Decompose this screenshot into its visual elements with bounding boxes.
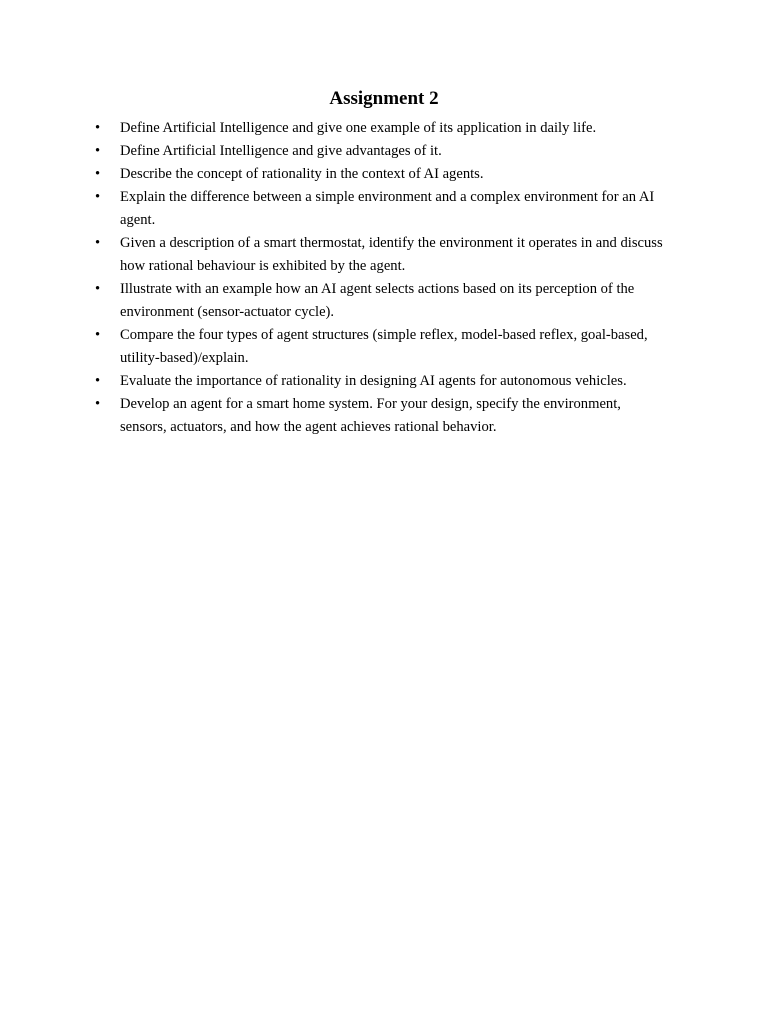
page-title: Assignment 2 [329, 88, 439, 109]
list-item [95, 140, 665, 163]
bullet-icon: • [95, 143, 101, 159]
list-item [95, 163, 665, 186]
question-text: Define Artificial Intelligence and give advantages of it. [120, 143, 442, 159]
bullet-icon: • [95, 166, 101, 182]
bullet-icon: • [95, 327, 101, 343]
bullet-icon: • [95, 281, 101, 297]
bullet-icon: • [95, 189, 101, 205]
question-text: Explain the difference between a simple environment and a complex environment for an AI agent. [120, 189, 655, 228]
question-list [95, 117, 665, 439]
question-text: Define Artificial Intelligence and give one example of its application in daily life. [120, 120, 597, 136]
question-text: Evaluate the importance of rationality in designing AI agents for autonomous vehicles. [120, 373, 627, 389]
question-text: Illustrate with an example how an AI agent selects actions based on its perception of the environment (sensor-actuator cycle). [120, 281, 635, 320]
list-item [95, 186, 665, 232]
bullet-icon: • [95, 235, 101, 251]
list-item [95, 278, 665, 324]
bullet-icon: • [95, 396, 101, 412]
question-text: Describe the concept of rationality in the context of AI agents. [120, 166, 484, 182]
list-item [95, 324, 665, 370]
question-text: Develop an agent for a smart home system. For your design, specify the environment, sensors, actuators, and how the agent achieves rational behavior. [120, 396, 621, 435]
question-text: Given a description of a smart thermostat, identify the environment it operates in and discuss how rational behaviour is exhibited by the agent. [120, 235, 663, 274]
list-item [95, 232, 665, 278]
question-text: Compare the four types of agent structures (simple reflex, model-based reflex, goal-based, utility-based)/explain. [120, 327, 648, 366]
bullet-icon: • [95, 373, 101, 389]
list-item [95, 117, 665, 140]
list-item [95, 393, 665, 439]
list-item [95, 370, 665, 393]
bullet-icon: • [95, 120, 101, 136]
